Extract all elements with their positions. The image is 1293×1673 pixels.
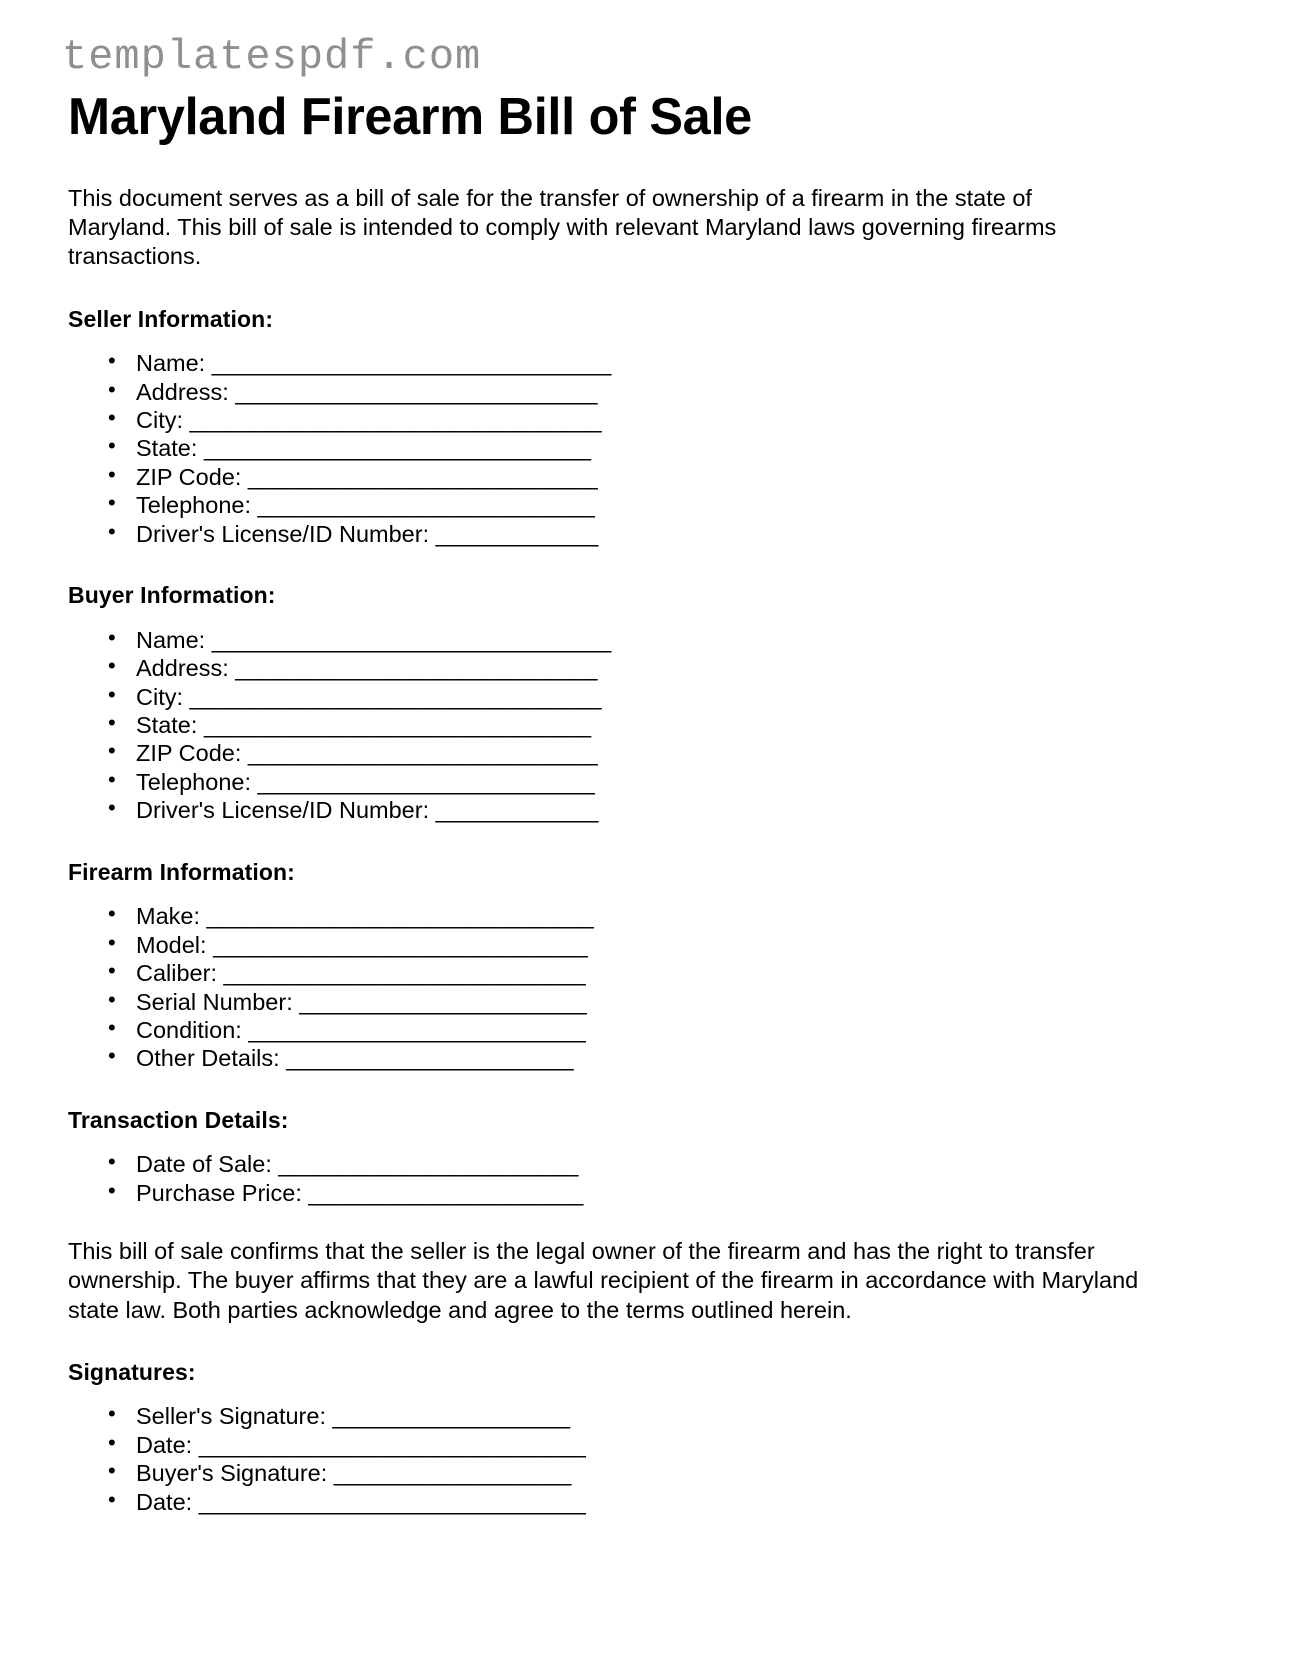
field-blank-line[interactable]: ___________________: [333, 1460, 571, 1487]
field-label: Name:: [136, 350, 206, 377]
field-seller-state: [108, 434, 1233, 462]
field-blank-line[interactable]: _________________________________: [189, 407, 602, 434]
buyer-field-list: [60, 626, 1233, 825]
field-blank-line[interactable]: _______________________________: [198, 1488, 586, 1515]
field-blank-line[interactable]: _______________________________: [203, 712, 591, 739]
field-blank-line[interactable]: _____________________________: [223, 960, 586, 987]
field-blank-line[interactable]: ___________________________: [257, 492, 595, 519]
transaction-field-list: [60, 1150, 1233, 1207]
field-seller-zip: [108, 463, 1233, 491]
field-label: Address:: [136, 378, 229, 405]
field-blank-line[interactable]: _______________________: [286, 1045, 574, 1072]
field-seller-signature: [108, 1402, 1233, 1430]
field-blank-line[interactable]: ______________________: [308, 1179, 583, 1206]
field-blank-line[interactable]: _____________: [435, 797, 598, 824]
field-seller-name: [108, 349, 1233, 377]
field-seller-license: [108, 520, 1233, 548]
field-blank-line[interactable]: ________________________: [278, 1151, 578, 1178]
field-label: Telephone:: [136, 492, 251, 519]
field-label: State:: [136, 435, 198, 462]
field-label: Date:: [136, 1488, 193, 1515]
field-date-of-sale: [108, 1150, 1233, 1178]
field-buyer-name: [108, 626, 1233, 654]
watermark-templatespdf: templatespdf.com: [62, 33, 482, 81]
field-label: Condition:: [136, 1016, 242, 1043]
field-buyer-signature-date: [108, 1488, 1233, 1516]
field-label: State:: [136, 712, 198, 739]
field-blank-line[interactable]: _________________________________: [189, 683, 602, 710]
field-label: Purchase Price:: [136, 1179, 302, 1206]
field-blank-line[interactable]: ________________________________: [211, 350, 611, 377]
section-heading-buyer: Buyer Information:: [68, 582, 276, 609]
field-blank-line[interactable]: _______________________________: [206, 903, 594, 930]
signatures-field-list: [60, 1402, 1233, 1516]
field-label: Telephone:: [136, 768, 251, 795]
closing-paragraph: This bill of sale confirms that the seller is the legal owner of the firearm and has the right to transfer ownership. The buyer affirms that they are a lawful recipient of the firearm in accordance with Maryland state law. Both parties acknowledge and agree to the terms outlined herein.: [68, 1238, 1139, 1323]
field-label: Serial Number:: [136, 988, 293, 1015]
field-firearm-other-details: [108, 1044, 1233, 1072]
field-blank-line[interactable]: ____________________________: [247, 463, 598, 490]
page-title: Maryland Firearm Bill of Sale: [68, 88, 752, 146]
field-blank-line[interactable]: _____________________________: [235, 655, 597, 682]
field-blank-line[interactable]: ____________________________: [247, 740, 598, 767]
field-buyer-zip: [108, 739, 1233, 767]
field-label: Seller's Signature:: [136, 1403, 326, 1430]
field-buyer-city: [108, 683, 1233, 711]
field-blank-line[interactable]: _______________________: [299, 988, 587, 1015]
field-label: ZIP Code:: [136, 463, 242, 490]
field-label: Date:: [136, 1431, 193, 1458]
field-seller-telephone: [108, 491, 1233, 519]
field-label: Other Details:: [136, 1045, 280, 1072]
field-label: Name:: [136, 626, 206, 653]
firearm-field-list: [60, 902, 1233, 1073]
field-buyer-state: [108, 711, 1233, 739]
intro-paragraph: This document serves as a bill of sale for the transfer of ownership of a firearm in the state of Maryland. This bill of sale is intended to comply with relevant Maryland laws governing firearms transactions.: [68, 185, 1057, 270]
section-heading-signatures: Signatures:: [68, 1358, 196, 1385]
field-seller-address: [108, 378, 1233, 406]
seller-field-list: [60, 349, 1233, 548]
field-label: Driver's License/ID Number:: [136, 797, 430, 824]
field-blank-line[interactable]: ______________________________: [213, 931, 588, 958]
field-label: Caliber:: [136, 960, 217, 987]
field-blank-line[interactable]: ___________________: [332, 1403, 570, 1430]
field-blank-line[interactable]: _____________________________: [235, 378, 597, 405]
field-blank-line[interactable]: _______________________________: [198, 1431, 586, 1458]
field-blank-line[interactable]: ___________________________: [248, 1016, 586, 1043]
field-label: Driver's License/ID Number:: [136, 520, 430, 547]
field-blank-line[interactable]: ___________________________: [257, 768, 595, 795]
field-firearm-model: [108, 931, 1233, 959]
field-buyer-telephone: [108, 768, 1233, 796]
field-buyer-address: [108, 654, 1233, 682]
field-seller-signature-date: [108, 1431, 1233, 1459]
field-label: City:: [136, 407, 183, 434]
field-firearm-serial-number: [108, 988, 1233, 1016]
section-heading-seller: Seller Information:: [68, 305, 274, 332]
field-blank-line[interactable]: _______________________________: [203, 435, 591, 462]
field-label: City:: [136, 683, 183, 710]
field-firearm-caliber: [108, 959, 1233, 987]
field-firearm-make: [108, 902, 1233, 930]
field-label: Date of Sale:: [136, 1151, 272, 1178]
field-label: Address:: [136, 655, 229, 682]
section-heading-firearm: Firearm Information:: [68, 858, 295, 885]
field-label: ZIP Code:: [136, 740, 242, 767]
field-seller-city: [108, 406, 1233, 434]
field-blank-line[interactable]: _____________: [435, 520, 598, 547]
field-buyer-signature: [108, 1459, 1233, 1487]
field-firearm-condition: [108, 1016, 1233, 1044]
field-label: Model:: [136, 931, 207, 958]
field-label: Make:: [136, 903, 200, 930]
field-purchase-price: [108, 1179, 1233, 1207]
field-buyer-license: [108, 796, 1233, 824]
section-heading-transaction: Transaction Details:: [68, 1106, 289, 1133]
field-blank-line[interactable]: ________________________________: [211, 626, 611, 653]
field-label: Buyer's Signature:: [136, 1460, 328, 1487]
